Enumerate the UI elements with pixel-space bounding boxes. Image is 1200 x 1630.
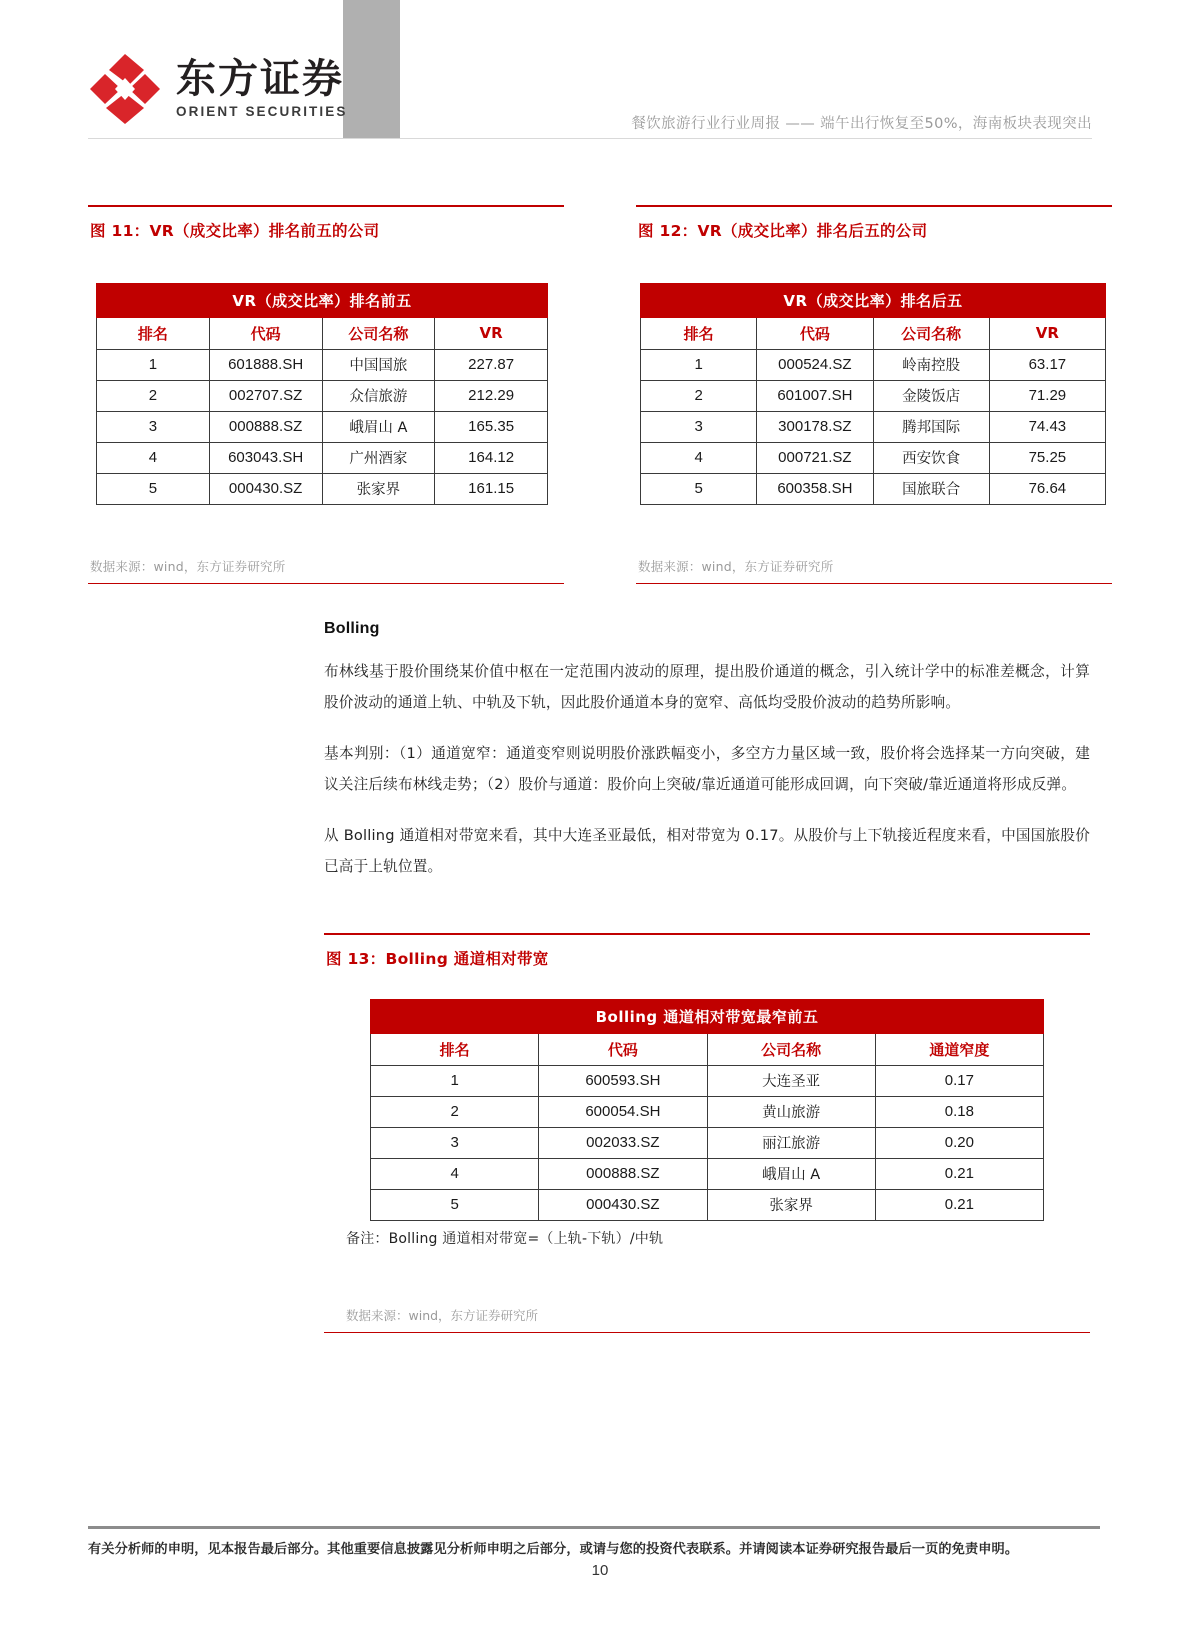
cell-name: 西安饮食: [873, 442, 989, 473]
figure-13-title: 图 13：Bolling 通道相对带宽: [326, 949, 549, 968]
cell-value: 71.29: [989, 380, 1105, 411]
table-row: [641, 380, 1106, 411]
cell-rank: 2: [97, 380, 210, 411]
figure-11-source: 数据来源：wind，东方证券研究所: [90, 558, 286, 574]
cell-rank: 3: [97, 411, 210, 442]
figure-13-bottom-rule: [324, 1332, 1090, 1333]
cell-code: 603043.SH: [209, 442, 322, 473]
column-header-name: 公司名称: [707, 1033, 875, 1065]
table-row: [371, 1158, 1044, 1189]
cell-value: 0.20: [875, 1127, 1043, 1158]
table-row: [371, 1096, 1044, 1127]
cell-rank: 4: [641, 442, 757, 473]
cell-code: 600593.SH: [539, 1065, 707, 1096]
figure-13-banner: Bolling 通道相对带宽最窄前五: [371, 999, 1044, 1033]
page-header: [0, 0, 1200, 150]
column-header-name: 公司名称: [322, 317, 435, 349]
table-row: [371, 1127, 1044, 1158]
cell-rank: 1: [371, 1065, 539, 1096]
figure-12-bottom-rule: [636, 583, 1112, 584]
cell-rank: 3: [371, 1127, 539, 1158]
table-row: [641, 442, 1106, 473]
cell-name: 丽江旅游: [707, 1127, 875, 1158]
cell-name: 众信旅游: [322, 380, 435, 411]
column-header-rank: 排名: [641, 317, 757, 349]
cell-code: 002707.SZ: [209, 380, 322, 411]
cell-rank: 5: [371, 1189, 539, 1220]
footer-disclaimer: 有关分析师的申明，见本报告最后部分。其他重要信息披露见分析师申明之后部分，或请与您的投资代表联系。并请阅读本证券研究报告最后一页的免责申明。: [88, 1542, 1019, 1557]
paragraph-3: 从 Bolling 通道相对带宽来看，其中大连圣亚最低，相对带宽为 0.17。从股价与上下轨接近程度来看，中国国旅股价已高于上轨位置。: [324, 827, 1090, 875]
table-row: [97, 442, 548, 473]
cell-value: 227.87: [435, 349, 548, 380]
column-header-value: VR: [435, 317, 548, 349]
figure-11-banner: VR（成交比率）排名前五: [97, 283, 548, 317]
cell-code: 600054.SH: [539, 1096, 707, 1127]
cell-code: 000888.SZ: [209, 411, 322, 442]
table-row: [641, 349, 1106, 380]
report-header-title: 餐饮旅游行业行业周报 —— 端午出行恢复至50%，海南板块表现突出: [631, 116, 1092, 132]
cell-name: 黄山旅游: [707, 1096, 875, 1127]
cell-name: 中国国旅: [322, 349, 435, 380]
cell-code: 601007.SH: [757, 380, 873, 411]
cell-value: 63.17: [989, 349, 1105, 380]
cell-name: 腾邦国际: [873, 411, 989, 442]
cell-code: 601888.SH: [209, 349, 322, 380]
cell-code: 600358.SH: [757, 473, 873, 504]
table-header-row: [371, 1033, 1044, 1065]
figure-11-title: 图 11：VR（成交比率）排名前五的公司: [90, 221, 380, 240]
table-banner-row: [371, 999, 1044, 1033]
cell-value: 161.15: [435, 473, 548, 504]
cell-value: 0.17: [875, 1065, 1043, 1096]
cell-rank: 2: [371, 1096, 539, 1127]
logo-text-english: ORIENT SECURITIES: [176, 104, 348, 119]
cell-code: 000524.SZ: [757, 349, 873, 380]
cell-name: 国旅联合: [873, 473, 989, 504]
section-heading-bolling: Bolling: [324, 620, 380, 637]
figure-13-block: [324, 933, 1090, 1333]
cell-name: 峨眉山 A: [707, 1158, 875, 1189]
table-row: [97, 411, 548, 442]
cell-rank: 4: [97, 442, 210, 473]
figure-13-table: [370, 999, 1044, 1221]
cell-code: 000430.SZ: [539, 1189, 707, 1220]
cell-code: 300178.SZ: [757, 411, 873, 442]
figure-13-note: 备注：Bolling 通道相对带宽=（上轨-下轨）/中轨: [346, 1230, 664, 1247]
cell-rank: 3: [641, 411, 757, 442]
figure-11-table: [96, 283, 548, 505]
figures-row: [88, 205, 1112, 584]
table-row: [641, 411, 1106, 442]
cell-value: 164.12: [435, 442, 548, 473]
cell-rank: 5: [97, 473, 210, 504]
paragraph-2: 基本判别：（1）通道宽窄：通道变窄则说明股价涨跌幅变小，多空方力量区域一致，股价将会选择某一方向突破，建议关注后续布林线走势；（2）股价与通道：股价向上突破/靠近通道可能形成回调，向下突破/靠近通道将形成反弹。: [324, 745, 1090, 793]
cell-rank: 5: [641, 473, 757, 504]
cell-value: 74.43: [989, 411, 1105, 442]
table-row: [371, 1065, 1044, 1096]
cell-rank: 1: [97, 349, 210, 380]
cell-value: 212.29: [435, 380, 548, 411]
cell-name: 张家界: [707, 1189, 875, 1220]
table-row: [97, 380, 548, 411]
column-header-value: VR: [989, 317, 1105, 349]
column-header-code: 代码: [209, 317, 322, 349]
table-row: [641, 473, 1106, 504]
cell-code: 000430.SZ: [209, 473, 322, 504]
column-header-rank: 排名: [371, 1033, 539, 1065]
cell-name: 大连圣亚: [707, 1065, 875, 1096]
cell-code: 002033.SZ: [539, 1127, 707, 1158]
column-header-code: 代码: [539, 1033, 707, 1065]
cell-value: 0.21: [875, 1189, 1043, 1220]
cell-value: 0.21: [875, 1158, 1043, 1189]
logo-text-chinese: 东方证券: [176, 56, 344, 102]
cell-rank: 2: [641, 380, 757, 411]
cell-name: 金陵饭店: [873, 380, 989, 411]
cell-name: 广州酒家: [322, 442, 435, 473]
column-header-name: 公司名称: [873, 317, 989, 349]
cell-rank: 4: [371, 1158, 539, 1189]
header-divider: [88, 138, 1092, 139]
table-row: [97, 349, 548, 380]
column-header-rank: 排名: [97, 317, 210, 349]
table-header-row: [641, 317, 1106, 349]
paragraph-1: 布林线基于股价围绕某价值中枢在一定范围内波动的原理，提出股价通道的概念，引入统计学中的标准差概念，计算股价波动的通道上轨、中轨及下轨，因此股价通道本身的宽窄、高低均受股价波动的趋势所影响。: [324, 663, 1090, 711]
figure-12-banner: VR（成交比率）排名后五: [641, 283, 1106, 317]
table-row: [97, 473, 548, 504]
figure-11-bottom-rule: [88, 583, 564, 584]
figure-11-block: [88, 205, 564, 584]
column-header-value: 通道窄度: [875, 1033, 1043, 1065]
figure-12-title: 图 12：VR（成交比率）排名后五的公司: [638, 221, 928, 240]
header-grey-block: [343, 0, 400, 138]
company-logo: [88, 52, 347, 126]
table-banner-row: [97, 283, 548, 317]
cell-name: 张家界: [322, 473, 435, 504]
cell-value: 165.35: [435, 411, 548, 442]
figure-12-source: 数据来源：wind，东方证券研究所: [638, 558, 834, 574]
figure-12-table: [640, 283, 1106, 505]
cell-value: 75.25: [989, 442, 1105, 473]
table-header-row: [97, 317, 548, 349]
body-content: [324, 620, 1090, 902]
footer-divider: [88, 1526, 1100, 1529]
cell-code: 000888.SZ: [539, 1158, 707, 1189]
cell-rank: 1: [641, 349, 757, 380]
figure-12-block: [636, 205, 1112, 584]
cell-name: 岭南控股: [873, 349, 989, 380]
table-row: [371, 1189, 1044, 1220]
page-number: 10: [591, 1562, 609, 1579]
figure-13-source: 数据来源：wind，东方证券研究所: [346, 1307, 539, 1323]
table-banner-row: [641, 283, 1106, 317]
cell-code: 000721.SZ: [757, 442, 873, 473]
cell-name: 峨眉山 A: [322, 411, 435, 442]
column-header-code: 代码: [757, 317, 873, 349]
cell-value: 0.18: [875, 1096, 1043, 1127]
orient-securities-diamond-icon: [88, 52, 162, 126]
cell-value: 76.64: [989, 473, 1105, 504]
